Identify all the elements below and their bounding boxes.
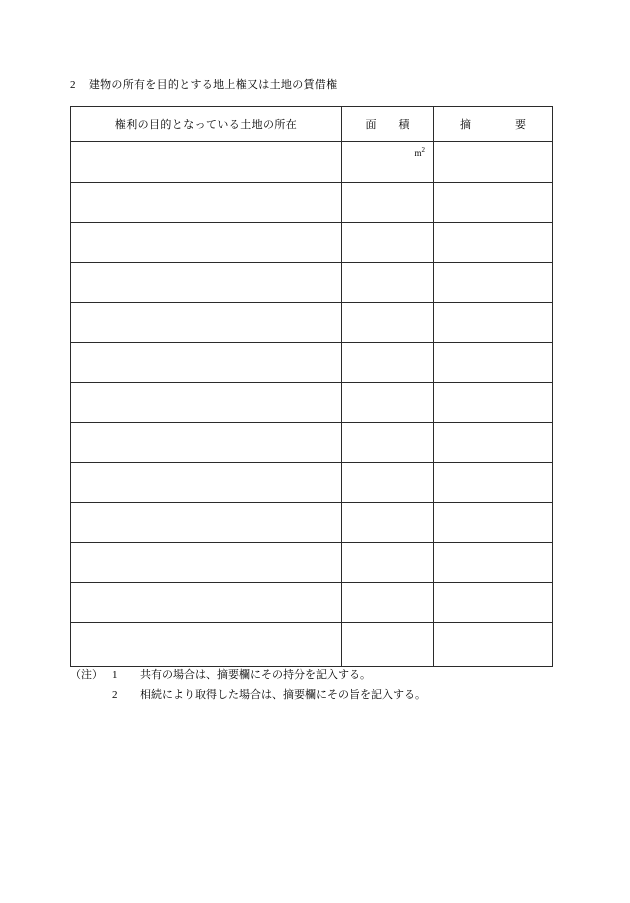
cell-note[interactable] [434, 583, 553, 623]
cell-note[interactable] [434, 303, 553, 343]
cell-area[interactable] [342, 183, 434, 223]
cell-location[interactable] [71, 463, 342, 503]
cell-location[interactable] [71, 183, 342, 223]
cell-note[interactable] [434, 543, 553, 583]
cell-note[interactable] [434, 263, 553, 303]
cell-location[interactable] [71, 423, 342, 463]
cell-area[interactable] [342, 623, 434, 667]
cell-area[interactable] [342, 142, 434, 183]
cell-location[interactable] [71, 583, 342, 623]
footnote-item [70, 665, 426, 685]
cell-note[interactable] [434, 223, 553, 263]
unit-square-meter: $m^2$ [414, 146, 425, 158]
cell-location[interactable] [71, 263, 342, 303]
header-area [342, 107, 434, 142]
table-row [71, 463, 553, 503]
cell-location[interactable] [71, 503, 342, 543]
header-note [434, 107, 553, 142]
cell-area[interactable] [342, 503, 434, 543]
header-area-left: 面 [365, 119, 377, 131]
table-row [71, 383, 553, 423]
cell-area[interactable] [342, 583, 434, 623]
table-row [71, 142, 553, 183]
footnote-text: 共有の場合は、摘要欄にその持分を記入する。 [140, 669, 371, 681]
cell-note[interactable] [434, 423, 553, 463]
rights-table [70, 106, 553, 667]
footnote-item [70, 685, 426, 705]
cell-area[interactable] [342, 303, 434, 343]
cell-note[interactable] [434, 183, 553, 223]
cell-note[interactable] [434, 383, 553, 423]
table-row [71, 183, 553, 223]
header-location: 権利の目的となっている土地の所在 [71, 107, 342, 142]
section-heading [70, 76, 337, 92]
cell-location[interactable] [71, 343, 342, 383]
cell-area[interactable] [342, 543, 434, 583]
cell-location[interactable] [71, 383, 342, 423]
footnote-text: 相続により取得した場合は、摘要欄にその旨を記入する。 [140, 689, 426, 701]
table-body [71, 142, 553, 667]
table-row [71, 343, 553, 383]
section-title: 建物の所有を目的とする地上権又は土地の賃借権 [88, 79, 338, 91]
table-row [71, 223, 553, 263]
cell-area[interactable] [342, 423, 434, 463]
table-row [71, 623, 553, 667]
header-area-right: 積 [398, 119, 410, 131]
table-row [71, 423, 553, 463]
footnotes [70, 665, 426, 705]
cell-area[interactable] [342, 343, 434, 383]
table-row [71, 503, 553, 543]
cell-note[interactable] [434, 343, 553, 383]
table-header-row [71, 107, 553, 142]
table-row [71, 583, 553, 623]
cell-location[interactable] [71, 623, 342, 667]
cell-note[interactable] [434, 463, 553, 503]
table-row [71, 543, 553, 583]
cell-location[interactable] [71, 223, 342, 263]
cell-note[interactable] [434, 142, 553, 183]
cell-area[interactable] [342, 463, 434, 503]
table-row [71, 303, 553, 343]
footnote-label: （注） [70, 669, 103, 681]
header-note-right: 要 [515, 119, 526, 131]
cell-area[interactable] [342, 223, 434, 263]
table-header [71, 107, 553, 142]
section-number: 2 [70, 79, 76, 91]
cell-area[interactable] [342, 383, 434, 423]
cell-area[interactable] [342, 263, 434, 303]
cell-note[interactable] [434, 623, 553, 667]
footnote-index: 1 [112, 669, 118, 681]
cell-note[interactable] [434, 503, 553, 543]
footnote-index: 2 [112, 689, 118, 701]
cell-location[interactable] [71, 142, 342, 183]
header-note-left: 摘 [460, 119, 471, 131]
cell-location[interactable] [71, 303, 342, 343]
table-row [71, 263, 553, 303]
cell-location[interactable] [71, 543, 342, 583]
